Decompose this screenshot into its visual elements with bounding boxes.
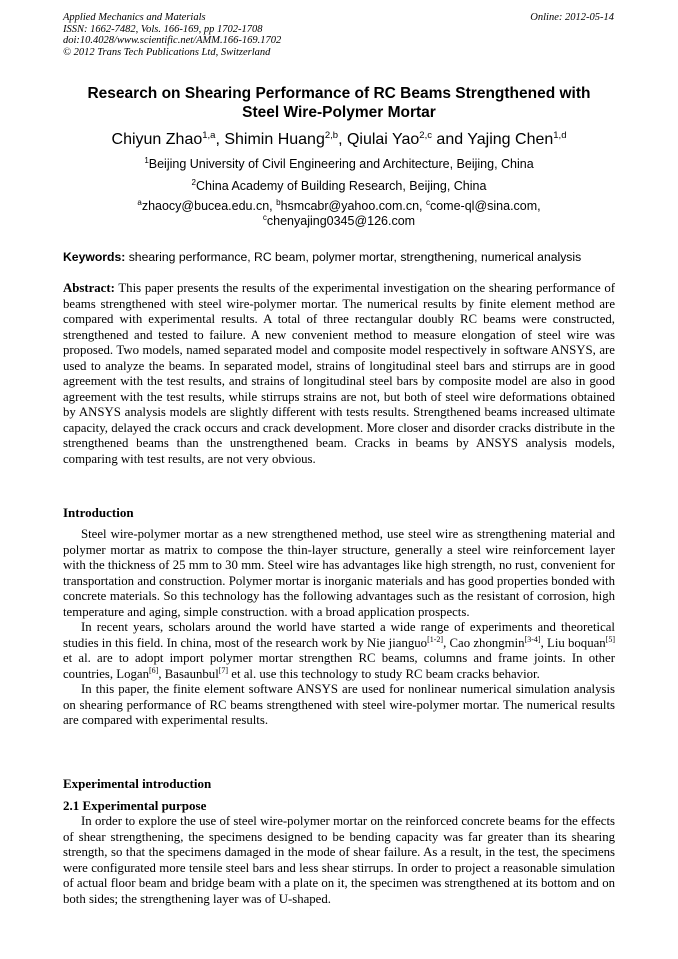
- copyright-line: © 2012 Trans Tech Publications Ltd, Switzerland: [63, 46, 271, 58]
- author-list: Chiyun Zhao$^{1,a}$, Shimin Huang$^{2,b}$, Qiulai Yao$^{2,c}$ and Yajing Chen$^{1,d}$: [111, 130, 567, 148]
- citation: [3-4]: [524, 634, 541, 644]
- author-affil-sup: 2,b: [324, 130, 339, 141]
- online-date: Online: 2012-05-14: [530, 12, 614, 23]
- paragraph: Steel wire-polymer mortar as a new strengthened method, use steel wire as strengthening material and polymer mortar as matrix to compose the thin-layer structure, generally a steel wire reinforcement layer with the thickness of 25 mm to 30 mm. Steel wire has advantages like high strength, no rust, convenient for transportation and construction. Polymer mortar is inorganic materials and has good properties bonded with concrete materials. So this technology has the following advantages such as the resistant of corrosion, high temperature and aging, simple construction. with a broad application prospects.: [63, 527, 615, 619]
- affiliation-2: $^2$China Academy of Building Research, Beijing, China: [191, 178, 487, 193]
- journal-name: Applied Mechanics and Materials: [63, 12, 206, 23]
- paragraph: In recent years, scholars around the world have started a wide range of experiments and theoretical studies in this field. In china, most of the research work by Nie jianguo[1-2], Cao zhongmin[3-4], Liu boquan[5] et al. are to adopt import polymer mortar strengthen RC beams, columns and frame joints. In other countries, Logan[6], Basaunbul[7] et al. use this technology to study RC beam cracks behavior.: [63, 620, 616, 681]
- section-heading-experimental: Experimental introduction: [63, 776, 212, 791]
- citation: [5]: [605, 634, 616, 644]
- citation: [6]: [149, 665, 159, 675]
- author-name: Shimin Huang: [224, 131, 325, 148]
- email-a: zhaocy@bucea.edu.cn,: [141, 199, 277, 213]
- author-name: Qiulai Yao: [346, 131, 420, 148]
- author-affil-sup: 2,c: [419, 130, 432, 141]
- abstract-text: This paper presents the results of the experimental investigation on the shearing performance of beams strengthened with steel wire-polymer mortar. The numerical results by finite element method are compared with experimental results. A total of three rectangular doubly RC beams were constructed, strengthened and tested to failure. A new convenient method to measure elongation of steel wire was proposed. Two models, named separated model and composite model respectively in software ANSYS, are used to analyze the beams. In separated model, strains of longitudinal steel bars and stirrups are in good agreement with the test results, and strains of longitudinal steel bars by composite model are also in good agreement with the test results, while stirrups strains are not, but both of steel wire deformations obtained by ANSYS analysis models are slightly different with tests results. Strengthened beams increased ultimate capacity, delayed the crack occurs and crack development. More closer and disorder cracks distribute in the strengthened beams than the unstrengthened beam. Cracks in beams by ANSYS analysis models, comparing with test results, are not very obvious.: [63, 281, 615, 466]
- title-line-2: Steel Wire-Polymer Mortar: [242, 104, 436, 121]
- keywords-label: Keywords:: [63, 250, 126, 264]
- author-affil-sup: 1,d: [553, 130, 567, 141]
- email-b: hsmcabr@yahoo.com.cn,: [280, 199, 426, 213]
- citation: [1-2]: [427, 634, 444, 644]
- section-heading-introduction: Introduction: [63, 505, 134, 520]
- experimental-body: [63, 814, 615, 907]
- abstract-label: Abstract:: [63, 281, 115, 295]
- paragraph: In order to explore the use of steel wire-polymer mortar on the reinforced concrete beams for the effects of shear strengthening, the specimens designed to be bending capacity was far greater than its shearing strength, so that the specimens damaged in the mode of shear failure. As a result, in the test, the specimens were configurated more tensile steel bars and less shear stirrups. In order to project a reasonable simulation of actual floor beam and bridge beam with a plate on it, the specimen was strengthened at its bottom and on both sides; the strengthening layer was of U-shaped.: [63, 814, 615, 906]
- paragraph: In this paper, the finite element software ANSYS are used for nonlinear numerical simulation analysis on shearing performance of RC beams strengthened with steel wire-polymer mortar. The numerical results are compared with experimental results.: [63, 682, 615, 727]
- paper-title: [63, 84, 615, 122]
- author-affil-sup: 1,a: [202, 130, 216, 141]
- doi-line: doi:10.4028/www.scientific.net/AMM.166-169.1702: [63, 35, 282, 46]
- author-name: Yajing Chen: [467, 131, 554, 148]
- author-emails: $^a$zhaocy@bucea.edu.cn, $^b$hsmcabr@yahoo.com.cn, $^c$come-ql@sina.com, $^c$chenyajing0345@126.com: [137, 198, 541, 228]
- abstract: [63, 281, 615, 467]
- citation: [7]: [218, 665, 229, 675]
- title-line-1: Research on Shearing Performance of RC Beams Strengthened with: [87, 85, 591, 102]
- keywords: [63, 250, 615, 265]
- journal-header: [63, 12, 281, 58]
- email-d: chenyajing0345@126.com: [266, 214, 416, 228]
- introduction-body: [63, 527, 615, 729]
- affiliation-1: $^1$Beijing University of Civil Engineering and Architecture, Beijing, China: [144, 156, 534, 171]
- email-c: come-ql@sina.com,: [429, 199, 541, 213]
- author-name: Chiyun Zhao: [111, 131, 203, 148]
- keywords-text: shearing performance, RC beam, polymer mortar, strengthening, numerical analysis: [125, 250, 582, 264]
- subsection-heading-purpose: 2.1 Experimental purpose: [63, 798, 207, 813]
- issn-line: ISSN: 1662-7482, Vols. 166-169, pp 1702-1708: [63, 23, 263, 35]
